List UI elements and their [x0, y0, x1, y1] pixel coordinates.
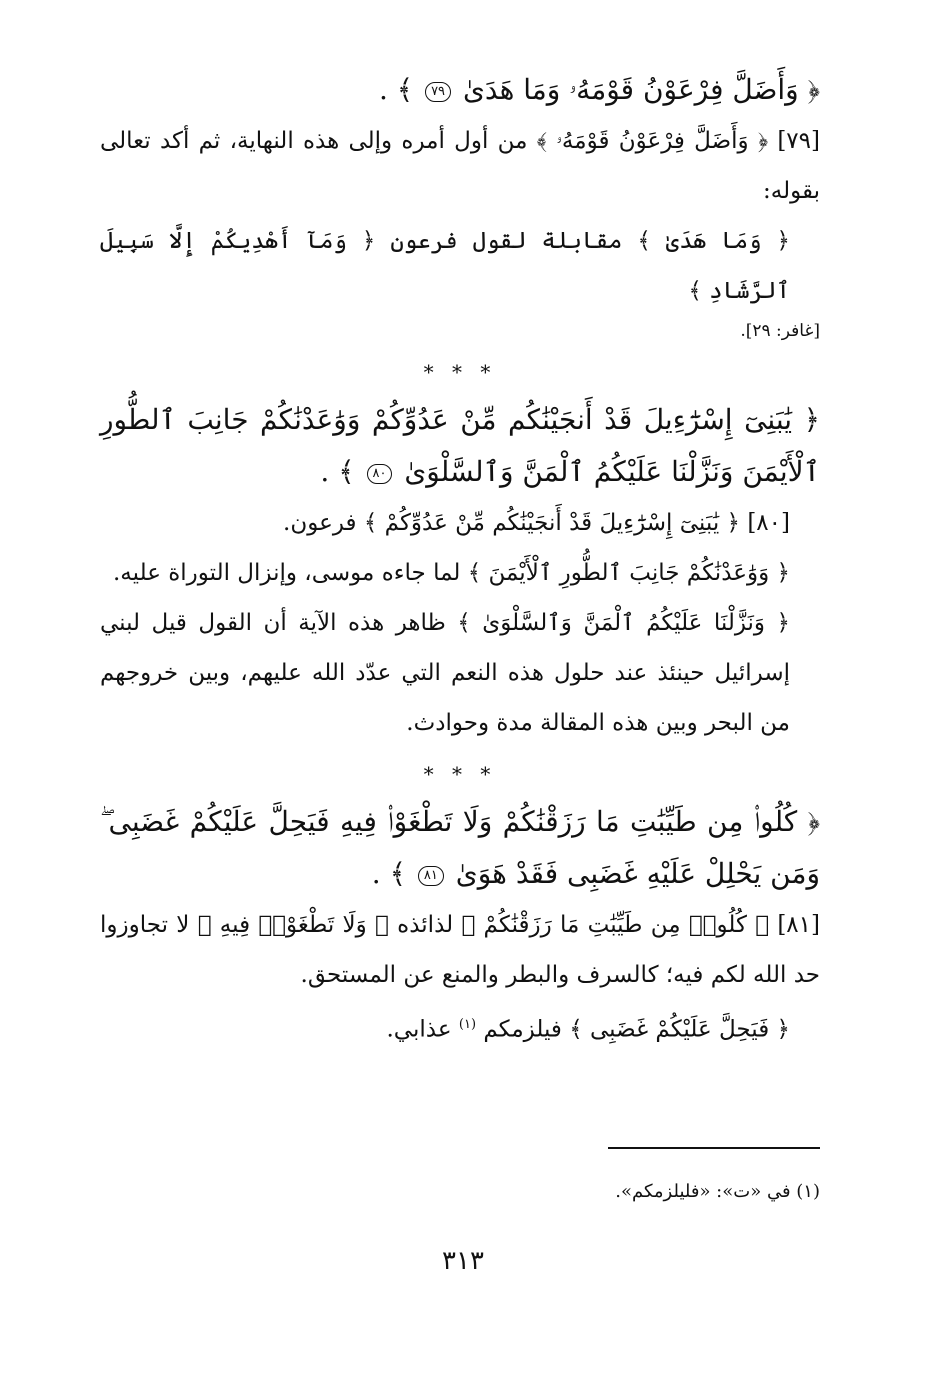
citation-ghafir: [غافر: ٢٩].: [740, 321, 820, 341]
verse-79: [100, 64, 820, 116]
ayah-number-80: ٨٠: [367, 464, 393, 484]
footnote-divider: [608, 1147, 820, 1149]
section-separator: * * *: [423, 360, 497, 384]
verse-81-text: ﴿ كُلُوا۟ مِن طَيِّبَٰتِ مَا رَزَقْنَٰكُمْ وَلَا تَطْغَوْا۟ فِيهِ فَيَحِلَّ عَلَيْكُمْ غَضَبِى ۖ وَمَن يَحْلِلْ عَلَيْهِ غَضَبِى فَقَدْ هَوَىٰ: [100, 805, 820, 890]
commentary-81-b-end: عذابي.: [386, 1016, 452, 1043]
commentary-79-a: [٧٩] ﴿ وَأَضَلَّ فِرْعَوْنُ قَوْمَهُۥ ﴾ من أول أمره وإلى هذه النهاية، ثم أكد تعالى بقوله:: [100, 128, 820, 204]
verse-80-text: ﴿ يَٰبَنِىٓ إِسْرَٰٓءِيلَ قَدْ أَنجَيْنَٰكُم مِّنْ عَدُوِّكُمْ وَوَٰعَدْنَٰكُمْ جَانِبَ ٱلطُّورِ ٱلْأَيْمَنَ وَنَزَّلْنَا عَلَيْكُمُ ٱلْمَنَّ وَٱلسَّلْوَىٰ: [100, 403, 820, 488]
verse-79-close: ﴾ .: [378, 73, 414, 106]
ayah-number-79: ٧٩: [425, 82, 451, 102]
footnote: (١) في «ت»: «فليلزمكم».: [615, 1181, 820, 1202]
verse-79-text: ﴿ وَأَضَلَّ فِرْعَوْنُ قَوْمَهُۥ وَمَا هَدَىٰ: [462, 73, 820, 106]
verse-80-close: ﴾ .: [320, 455, 355, 488]
page-body: [100, 64, 820, 1055]
ayah-number-81: ٨١: [418, 866, 444, 886]
verse-81-close: ﴾ .: [371, 857, 406, 890]
commentary-80-c: ﴿ وَنَزَّلْنَا عَلَيْكُمُ ٱلْمَنَّ وَٱلسَّلْوَىٰ ﴾ ظاهر هذه الآية أن القول قيل لبني إسرائيل حينئذ عند حلول هذه النعم التي عدّد الله عليهم، وبين خروجهم من البحر وبين هذه المقالة مدة وحوادث.: [100, 610, 790, 736]
verse-80: [100, 394, 820, 498]
footnote-reference: (١): [458, 1017, 477, 1032]
commentary-81-b-text: ﴿ فَيَحِلَّ عَلَيْكُمْ غَضَبِى ﴾ فيلزمكم: [483, 1016, 790, 1043]
verse-81: [100, 796, 820, 900]
commentary-81-a: [٨١] ﴿ كُلُوا۟ مِن طَيِّبَٰتِ مَا رَزَقْنَٰكُمْ ﴾ لذائذه ﴿ وَلَا تَطْغَوْا۟ فِيهِ ﴾ لا تجاوزوا حد الله لكم فيه؛ كالسرف والبطر والمنع عن المستحق.: [100, 912, 820, 988]
page-number: ٣١٣: [442, 1246, 484, 1276]
commentary-81-b: [100, 1000, 820, 1055]
commentary-80-b: ﴿ وَوَٰعَدْنَٰكُمْ جَانِبَ ٱلطُّورِ ٱلْأَيْمَنَ ﴾ لما جاءه موسى، وإنزال التوراة عليه.: [113, 560, 790, 586]
commentary-80-a: [٨٠] ﴿ يَٰبَنِىٓ إِسْرَٰٓءِيلَ قَدْ أَنجَيْنَٰكُم مِّنْ عَدُوِّكُمْ ﴾ فرعون.: [283, 510, 790, 536]
commentary-79-b: ﴿ وَمَا هَدَىٰ ﴾ مقابلة لقول فرعون ﴿ وَمَآ أَهْدِيكُمْ إِلَّا سَبِيلَ ٱلرَّشَادِ ﴾: [100, 228, 790, 304]
section-separator: * * *: [423, 762, 497, 786]
